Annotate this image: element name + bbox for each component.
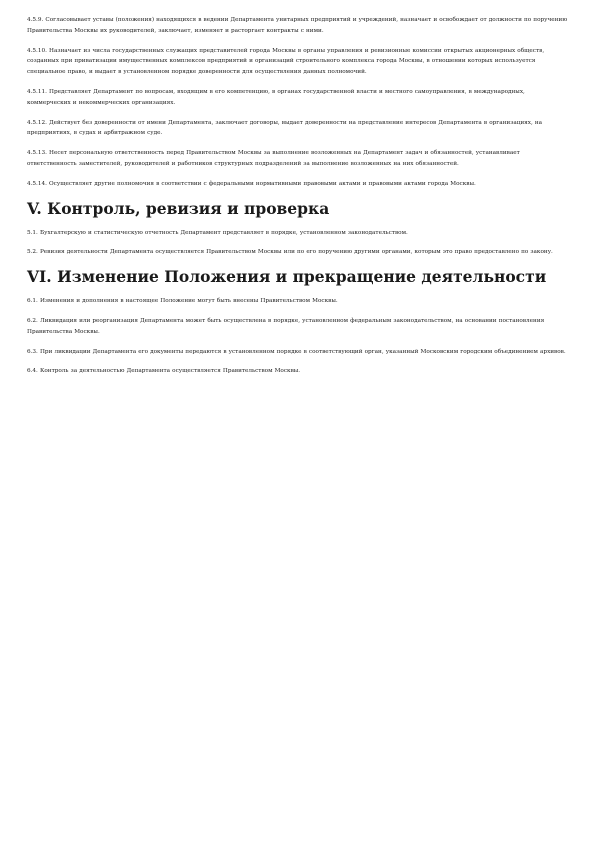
paragraph-6-2: 6.2. Ликвидация или реорганизация Департамента может быть осуществлена в порядке, установленном федеральным законодательством, на основании постановления Правительства Москвы. [27,317,545,335]
paragraph-4-5-14: 4.5.14. Осуществляет другие полномочия в соответствии с федеральными нормативными правовыми актами и правовыми актами города Москвы. [27,180,476,187]
paragraph-6-3: 6.3. При ликвидации Департамента его документы передаются в установленном порядке в соответствующий орган, указанный Московским городским объединением архивов. [27,348,566,355]
paragraph-4-5-9: 4.5.9. Согласовывает уставы (положения) находящихся в ведении Департамента унитарных предприятий и учреждений, назначает и освобождает от должности по поручению Правительства Москвы их руководителей, заключает, изменяет и расторгает контракты с ними. [27,17,568,34]
section-5-heading: V. Контроль, ревизия и проверка [27,198,330,218]
paragraph-4-5-13: 4.5.13. Несет персональную ответственность перед Правительством Москвы за выполнение возложенных на Департамент задач и обязанностей, устанавливает ответственность заместителей, руководителей и работников структурных подразделений за выполнение возложенных на них обязанностей. [27,150,520,167]
paragraph-4-5-11: 4.5.11. Представляет Департамент по вопросам, входящим в его компетенцию, в органах государственной власти и местного самоуправления, в международных, коммерческих и некоммерческих организациях. [27,88,525,106]
paragraph-6-1: 6.1. Изменения и дополнения в настоящее Положение могут быть внесены Правительством Москвы. [27,298,338,305]
section-6-heading: VI. Изменение Положения и прекращение деятельности [27,267,547,287]
paragraph-4-5-12: 4.5.12. Действует без доверенности от имени Департамента, заключает договоры, выдает доверенности на представление интересов Департамента в организациях, на предприятиях, в судах и арбитражном суде. [27,119,543,137]
paragraph-5-2: 5.2. Ревизия деятельности Департамента осуществляется Правительством Москвы или по его поручению другими органами, которым это право предоставлено по закону. [27,249,553,256]
paragraph-5-1: 5.1. Бухгалтерскую и статистическую отчетность Департамент представляет в порядке, установленном законодательством. [27,229,408,236]
document-page [27,15,568,386]
paragraph-6-4: 6.4. Контроль за деятельностью Департамента осуществляется Правительством Москвы. [27,368,301,375]
paragraph-4-5-10: 4.5.10. Назначает из числа государственных служащих представителей города Москвы в органы управления и ревизионные комиссии открытых акционерных обществ, созданных при приватизации имущественных комплексов предприятий и организаций строительного комплекса города Москвы, в отношении которых используется специальное право, и выдает в установленном порядке доверенности для осуществления данных полномочий. [27,47,545,76]
